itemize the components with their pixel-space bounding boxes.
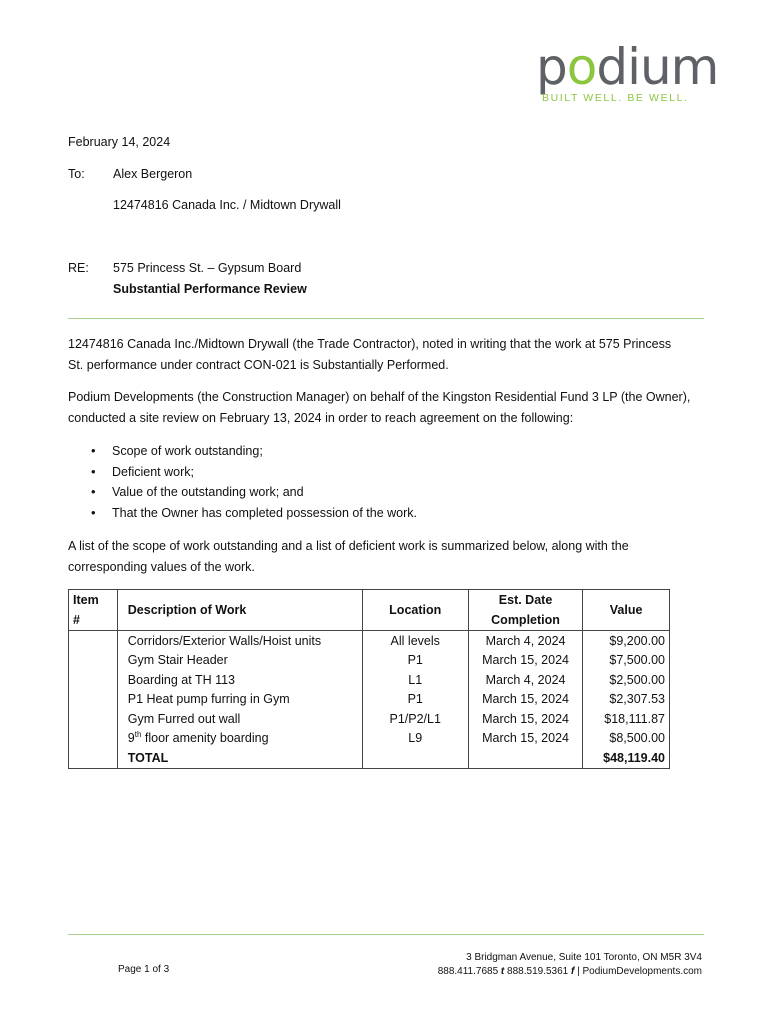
- footer-divider: [68, 934, 704, 935]
- cell-location: L1: [362, 670, 468, 690]
- footer-f-label: f: [571, 966, 575, 977]
- cell-location: L9: [362, 729, 468, 749]
- header-date-line-2: Completion: [491, 613, 560, 627]
- cell-location: P1/P2/L1: [362, 709, 468, 729]
- logo-tagline: BUILT WELL. BE WELL.: [542, 92, 689, 104]
- footer-address: 3 Bridgman Avenue, Suite 101 Toronto, ON M5R 3V4: [466, 952, 702, 963]
- cell-location: All levels: [362, 631, 468, 651]
- re-subject-line1: 575 Princess St. – Gypsum Board: [113, 261, 302, 275]
- podium-logo: [536, 38, 719, 108]
- work-summary-table: [68, 589, 670, 769]
- header-item-line-2: #: [73, 613, 80, 627]
- table-row: [69, 729, 670, 749]
- bullet-item: • Scope of work outstanding;: [112, 441, 417, 462]
- cell-location: P1: [362, 651, 468, 671]
- logo-letter-o: o: [566, 38, 597, 96]
- footer-fax: 888.519.5361: [507, 966, 569, 977]
- table-total-row: [69, 748, 670, 768]
- table-row: [69, 670, 670, 690]
- bullet-item: • That the Owner has completed possession of the work.: [112, 503, 417, 524]
- cell-location: [362, 748, 468, 768]
- cell-date: March 4, 2024: [468, 670, 582, 690]
- paragraph-2-line-2: conducted a site review on February 13, 2024 in order to reach agreement on the following:: [68, 411, 574, 425]
- agreement-bullet-list: [68, 441, 417, 523]
- footer-phone: 888.411.7685: [437, 966, 499, 977]
- logo-wordmark: [536, 38, 718, 96]
- letter-date: February 14, 2024: [68, 135, 171, 149]
- cell-value: $18,111.87: [583, 709, 670, 729]
- paragraph-summary-intro: [68, 536, 708, 578]
- cell-description: Corridors/Exterior Walls/Hoist units: [117, 631, 362, 651]
- page-number: Page 1 of 3: [118, 964, 170, 975]
- cell-date: March 15, 2024: [468, 729, 582, 749]
- re-label: RE:: [68, 261, 89, 275]
- cell-date: March 15, 2024: [468, 709, 582, 729]
- cell-location: P1: [362, 690, 468, 710]
- header-item-line-1: Item: [73, 593, 99, 607]
- cell-value: $7,500.00: [583, 651, 670, 671]
- table-row: [69, 709, 670, 729]
- cell-description: Gym Furred out wall: [117, 709, 362, 729]
- cell-date: March 4, 2024: [468, 631, 582, 651]
- table-row: [69, 631, 670, 651]
- header-date-line-1: Est. Date: [498, 593, 553, 607]
- logo-letters-dium: dium: [596, 38, 719, 96]
- footer-t-label: t: [500, 966, 505, 977]
- floor-ordinal-suffix: th: [134, 730, 142, 740]
- to-label: To:: [68, 167, 85, 181]
- recipient-company: 12474816 Canada Inc. / Midtown Drywall: [113, 198, 341, 212]
- table-header-row: [69, 590, 670, 631]
- cell-value: $8,500.00: [583, 729, 670, 749]
- re-subject-line2: Substantial Performance Review: [113, 282, 307, 296]
- cell-date: March 15, 2024: [468, 690, 582, 710]
- cell-value: $2,500.00: [583, 670, 670, 690]
- cell-description: P1 Heat pump furring in Gym: [117, 690, 362, 710]
- header-item: [69, 590, 118, 631]
- bullet-item: • Deficient work;: [112, 462, 417, 483]
- header-description: Description of Work: [117, 590, 362, 631]
- cell-item: [69, 651, 118, 671]
- table-row: [69, 690, 670, 710]
- footer-website: | PodiumDevelopments.com: [577, 966, 702, 977]
- cell-date: [468, 748, 582, 768]
- total-label: TOTAL: [117, 748, 362, 768]
- footer-contact: [438, 951, 702, 979]
- description-rest: floor amenity boarding: [141, 731, 269, 746]
- cell-description: [117, 729, 362, 749]
- recipient-name: Alex Bergeron: [113, 167, 193, 181]
- header-est-date: [468, 590, 582, 631]
- cell-item: [69, 631, 118, 651]
- cell-description: Gym Stair Header: [117, 651, 362, 671]
- cell-item: [69, 729, 118, 749]
- cell-description: Boarding at TH 113: [117, 670, 362, 690]
- table-row: [69, 651, 670, 671]
- paragraph-1-line-2: St. performance under contract CON-021 is Substantially Performed.: [68, 358, 449, 372]
- paragraph-1-line-1: 12474816 Canada Inc./Midtown Drywall (the Trade Contractor), noted in writing that the work at 575 Princess: [68, 337, 672, 351]
- cell-value: $2,307.53: [583, 690, 670, 710]
- floor-number: 9: [127, 731, 135, 746]
- paragraph-2-line-1: Podium Developments (the Construction Manager) on behalf of the Kingston Residential Fund 3 LP (the Owner),: [68, 390, 691, 404]
- cell-item: [69, 670, 118, 690]
- header-location: Location: [362, 590, 468, 631]
- header-value: Value: [583, 590, 670, 631]
- cell-value: $9,200.00: [583, 631, 670, 651]
- cell-item: [69, 709, 118, 729]
- cell-item: [69, 748, 118, 768]
- header-divider: [68, 318, 704, 319]
- paragraph-3-line-1: A list of the scope of work outstanding and a list of deficient work is summarized below, along with the: [68, 539, 629, 553]
- paragraph-trade-contractor: [68, 334, 708, 376]
- bullet-item: • Value of the outstanding work; and: [112, 482, 417, 503]
- total-value: $48,119.40: [583, 748, 670, 768]
- paragraph-site-review: [68, 387, 708, 429]
- footer-phone-line: [438, 965, 702, 979]
- cell-date: March 15, 2024: [468, 651, 582, 671]
- cell-item: [69, 690, 118, 710]
- paragraph-3-line-2: corresponding values of the work.: [68, 560, 255, 574]
- logo-letter-p: p: [536, 38, 567, 96]
